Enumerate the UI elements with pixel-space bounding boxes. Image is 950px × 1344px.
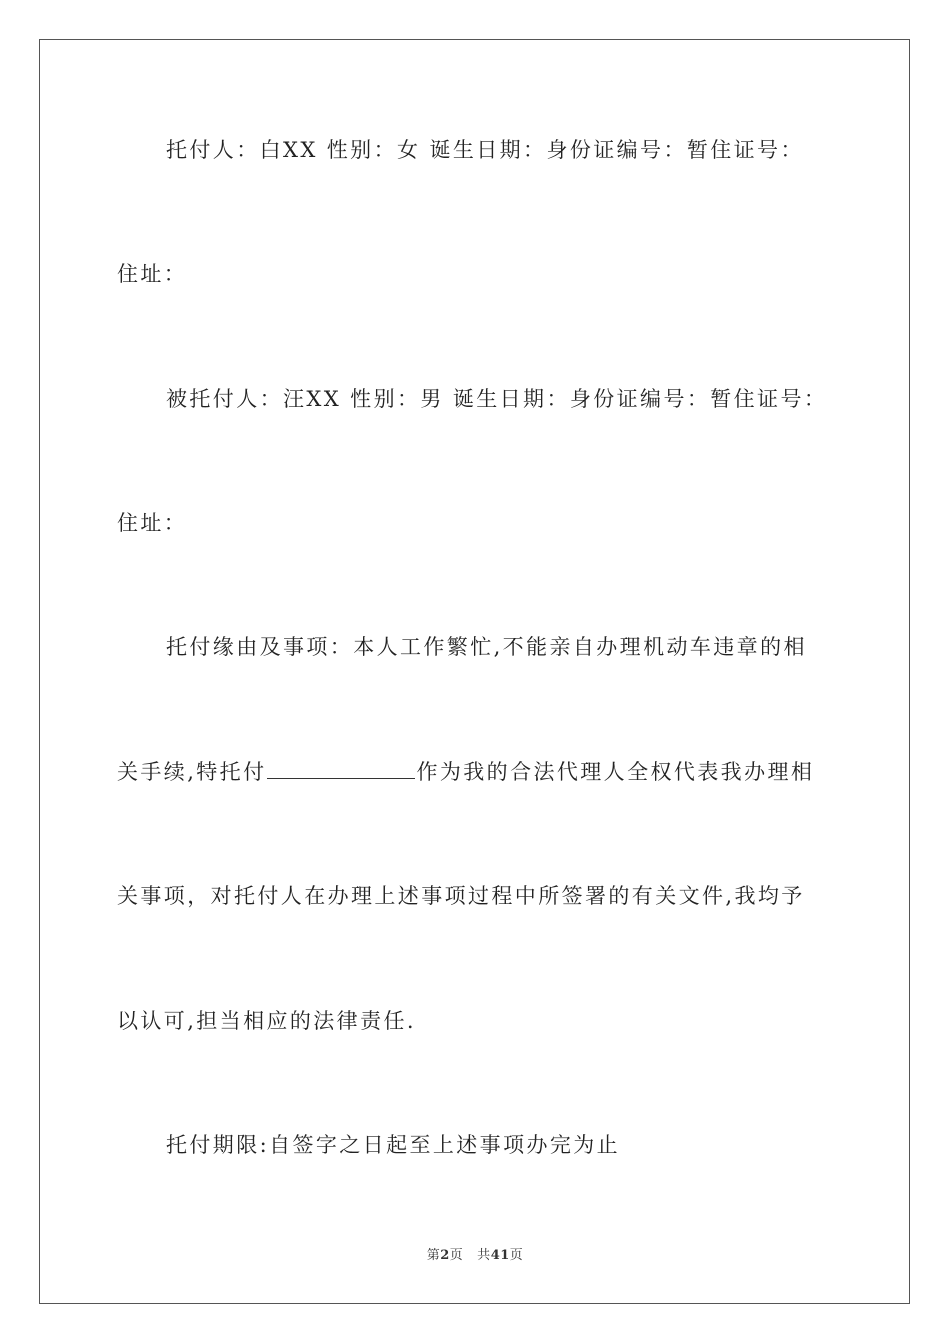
reason-line-2 — [117, 759, 833, 785]
agent-info-line: 被托付人：汪XX 性别：男 诞生日期：身份证编号：暂住证号： — [166, 387, 828, 411]
reason-line-2-before: 关手续,特托付 — [117, 760, 267, 784]
agent-address-label: 住址： — [117, 511, 188, 535]
footer-page-number: 2 — [440, 1248, 450, 1263]
principal-info-line: 托付人：白XX 性别：女 诞生日期：身份证编号：暂住证号： — [166, 138, 804, 162]
footer-total-pages: 41 — [490, 1248, 510, 1263]
agent-name-blank — [267, 760, 415, 779]
footer-total-suffix: 页 — [509, 1248, 524, 1263]
reason-line-1: 托付缘由及事项：本人工作繁忙,不能亲自办理机动车违章的相 — [166, 635, 807, 659]
page-border — [39, 39, 910, 1304]
principal-address-label: 住址： — [117, 262, 188, 286]
reason-line-2-after: 作为我的合法代理人全权代表我办理相 — [416, 760, 815, 784]
page-footer — [0, 1248, 950, 1264]
footer-page-suffix: 页 — [449, 1248, 464, 1263]
term-line: 托付期限:自签字之日起至上述事项办完为止 — [166, 1133, 621, 1157]
reason-line-3: 关事项，对托付人在办理上述事项过程中所签署的有关文件,我均予 — [117, 884, 805, 908]
footer-page-prefix: 第 — [426, 1248, 441, 1263]
reason-line-4: 以认可,担当相应的法律责任. — [117, 1009, 416, 1033]
footer-total-prefix: 共 — [477, 1248, 491, 1263]
